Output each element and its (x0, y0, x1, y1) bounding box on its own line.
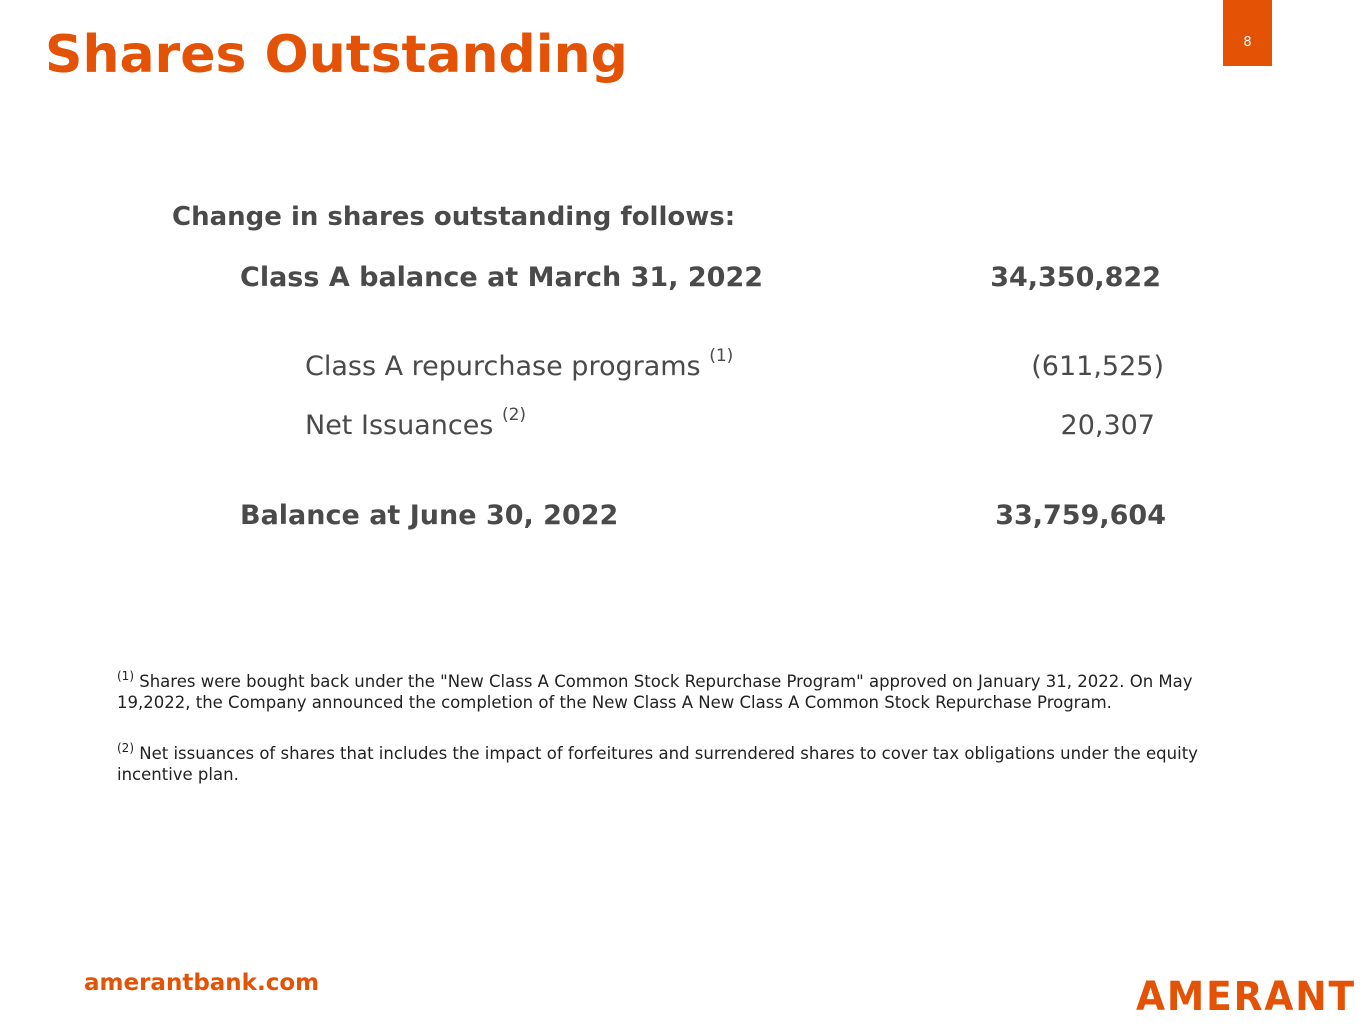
footnote-marker: (1) (117, 669, 134, 683)
row-value: (611,525) (1031, 351, 1164, 382)
footnote-marker: (2) (117, 741, 134, 755)
logo-text: AMERANT (1136, 978, 1356, 1012)
row-value: 20,307 (1060, 410, 1155, 441)
footnote-marker: (1) (709, 346, 734, 366)
website-link[interactable]: amerantbank.com (84, 970, 320, 996)
footnote-text: Net issuances of shares that includes the impact of forfeitures and surrendered shares to cover tax obligations under the equity incentive plan. (117, 744, 1198, 784)
row-label: Balance at June 30, 2022 (240, 500, 619, 531)
row-label: Net Issuances $^{(2)}$ (305, 405, 527, 441)
row-value: 33,759,604 (995, 500, 1166, 531)
row-label: Class A balance at March 31, 2022 (240, 262, 764, 293)
row-value: 34,350,822 (990, 262, 1161, 293)
footnote-text: Shares were bought back under the "New Class A Common Stock Repurchase Program" approved on January 31, 2022. On May 19,2022, the Company announced the completion of the New Class A New Class A Common Stock Repurchase Program. (117, 672, 1193, 712)
page-title: Shares Outstanding (45, 25, 628, 85)
footnote-2 (117, 743, 1257, 785)
table-intro: Change in shares outstanding follows: (172, 202, 736, 232)
row-label: Class A repurchase programs $^{(1)}$ (305, 346, 734, 382)
page-number-badge: 8 (1223, 0, 1272, 66)
amerant-logo (1136, 978, 1358, 1012)
footnote-1 (117, 671, 1257, 713)
footnote-marker: (2) (501, 405, 527, 425)
